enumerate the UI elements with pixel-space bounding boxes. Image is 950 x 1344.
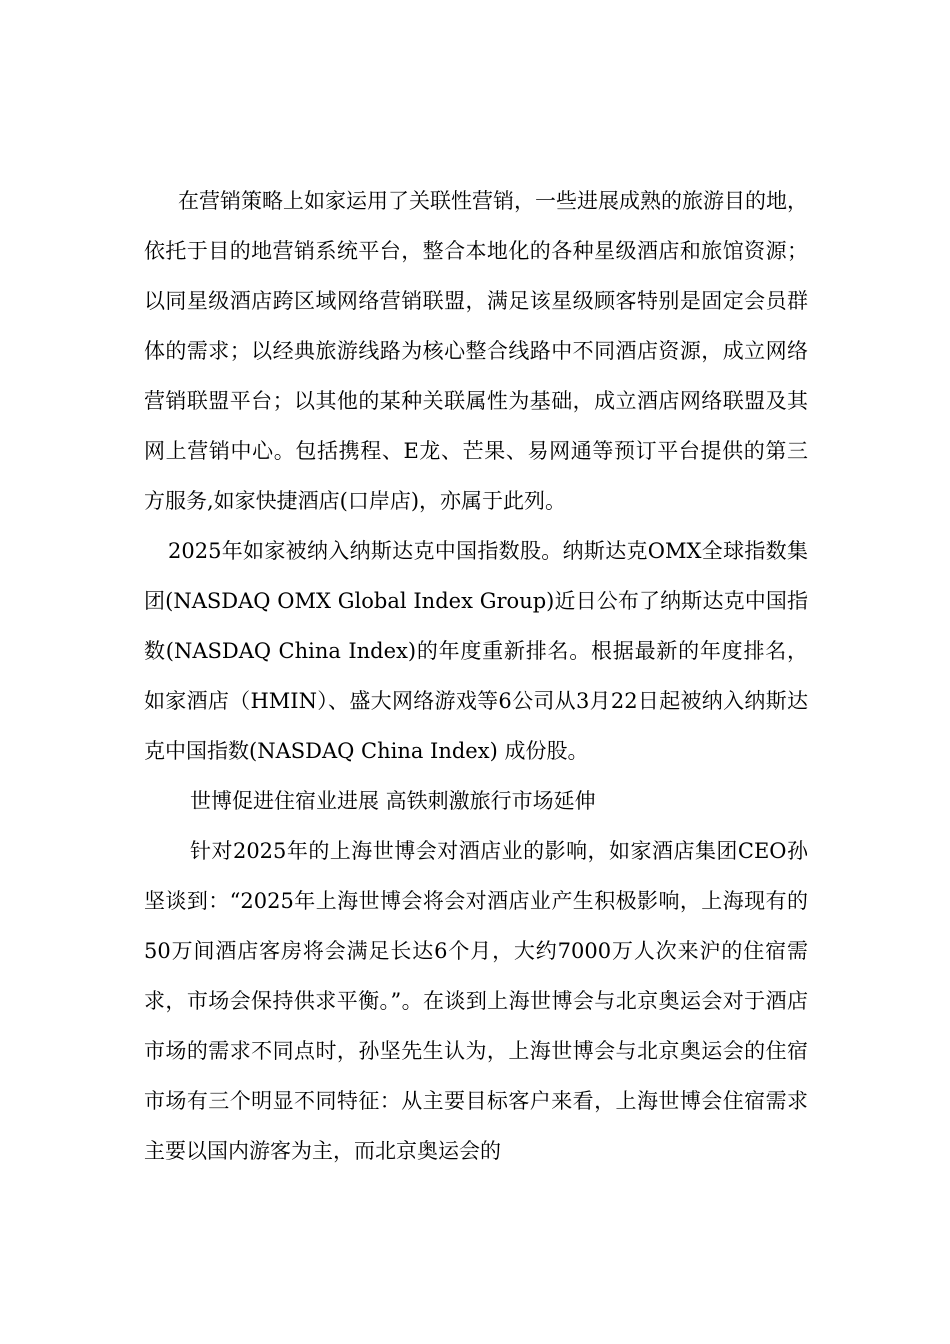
paragraph-expo-impact: 针对2025年的上海世博会对酒店业的影响，如家酒店集团CEO孙坚谈到：“2025年上海世博会将会对酒店业产生积极影响，上海现有的50万间酒店客房将会满足长达6个月，大约7000万人次来沪的住宿需求，市场会保持供求平衡。”。在谈到上海世博会与北京奥运会对于酒店市场的需求不同点时，孙坚先生认为，上海世博会与北京奥运会的住宿市场有三个明显不同特征：从主要目标客户来看，上海世博会住宿需求主要以国内游客为主，而北京奥运会的 — [144, 839, 808, 1163]
paragraph-nasdaq-index: 2025年如家被纳入纳斯达克中国指数股。纳斯达克OMX全球指数集团(NASDAQ OMX Global Index Group)近日公布了纳斯达克中国指数(NASDAQ China Index)的年度重新排名。根据最新的年度排名，如家酒店（HMIN）、盛大网络游戏等6公司从3月22日起被纳入纳斯达克中国指数(NASDAQ China Index) 成份股。 — [144, 539, 808, 763]
document-body — [144, 176, 808, 1176]
section-heading-expo: 世博促进住宿业进展 高铁刺激旅行市场延伸 — [190, 789, 596, 813]
paragraph-marketing-strategy: 在营销策略上如家运用了关联性营销，一些进展成熟的旅游目的地，依托于目的地营销系统平台，整合本地化的各种星级酒店和旅馆资源；以同星级酒店跨区域网络营销联盟，满足该星级顾客特别是固定会员群体的需求；以经典旅游线路为核心整合线路中不同酒店资源，成立网络营销联盟平台；以其他的某种关联属性为基础，成立酒店网络联盟及其网上营销中心。包括携程、E龙、芒果、易网通等预订平台提供的第三方服务,如家快捷酒店(口岸店)，亦属于此列。 — [144, 189, 808, 513]
